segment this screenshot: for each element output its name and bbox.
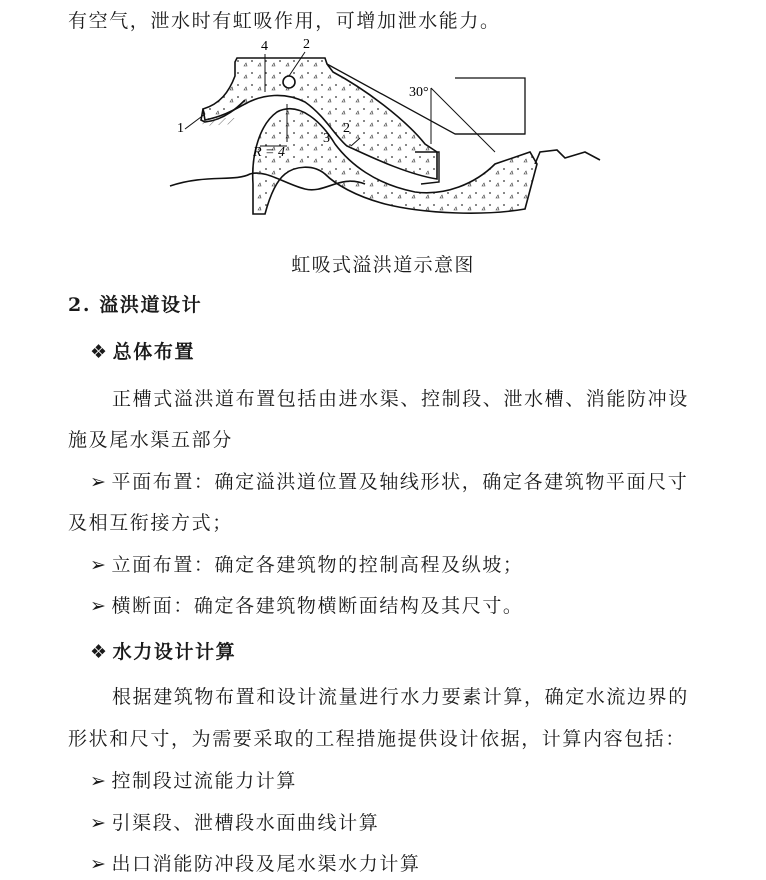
diamond-bullet-icon: ❖ (90, 641, 109, 663)
diamond-bullet-icon: ❖ (90, 341, 109, 363)
arrow-bullet-icon: ➢ (90, 554, 108, 576)
bullet-outlet-energy: ➢ 出口消能防冲段及尾水渠水力计算 (90, 853, 421, 875)
bullet-plan-line-1: ➢ 平面布置：确定溢洪道位置及轴线形状，确定各建筑物平面尺寸 (90, 471, 689, 493)
subsection-heading-hydraulics: ❖ 水力设计计算 (90, 641, 237, 663)
section-title: 2. 溢洪道设计 (68, 294, 203, 316)
bullet-plan-line-2: 及相互衔接方式； (68, 512, 233, 534)
label-radius: R = 4 (253, 145, 285, 160)
label-angle: 30° (409, 85, 429, 100)
arrow-bullet-icon: ➢ (90, 595, 108, 617)
label-3: 3 (323, 131, 330, 146)
siphon-spillway-figure (165, 34, 605, 224)
intro-tail-text: 有空气，泄水时有虹吸作用，可增加泄水能力。 (68, 10, 501, 32)
figure-caption: 虹吸式溢洪道示意图 (291, 254, 475, 276)
apron-slab (455, 78, 525, 134)
layout-para-line-1: 正槽式溢洪道布置包括由进水渠、控制段、泄水槽、消能防冲设 (112, 388, 689, 410)
label-4: 4 (261, 39, 268, 54)
bullet-cross-section: ➢ 横断面：确定各建筑物横断面结构及其尺寸。 (90, 595, 524, 617)
bullet-control-capacity: ➢ 控制段过流能力计算 (90, 770, 297, 792)
hydraulics-para-line-1: 根据建筑物布置和设计流量进行水力要素计算，确定水流边界的 (112, 686, 689, 708)
arrow-bullet-icon: ➢ (90, 853, 108, 875)
ground-right (535, 150, 600, 164)
air-vent-circle (283, 76, 295, 88)
bullet-water-surface: ➢ 引渠段、泄槽段水面曲线计算 (90, 812, 380, 834)
subsection-heading-layout: ❖ 总体布置 (90, 341, 196, 363)
label-2: 2 (303, 37, 310, 52)
hydraulics-para-line-2: 形状和尺寸，为需要采取的工程措施提供设计依据，计算内容包括： (68, 728, 687, 750)
label-2b: 2 (343, 121, 350, 136)
bullet-elevation: ➢ 立面布置：确定各建筑物的控制高程及纵坡； (90, 554, 524, 576)
layout-para-line-2: 施及尾水渠五部分 (68, 429, 233, 451)
label-1: 1 (177, 121, 184, 136)
arrow-bullet-icon: ➢ (90, 812, 108, 834)
arrow-bullet-icon: ➢ (90, 770, 108, 792)
arrow-bullet-icon: ➢ (90, 471, 108, 493)
hood-hatch (201, 118, 235, 126)
